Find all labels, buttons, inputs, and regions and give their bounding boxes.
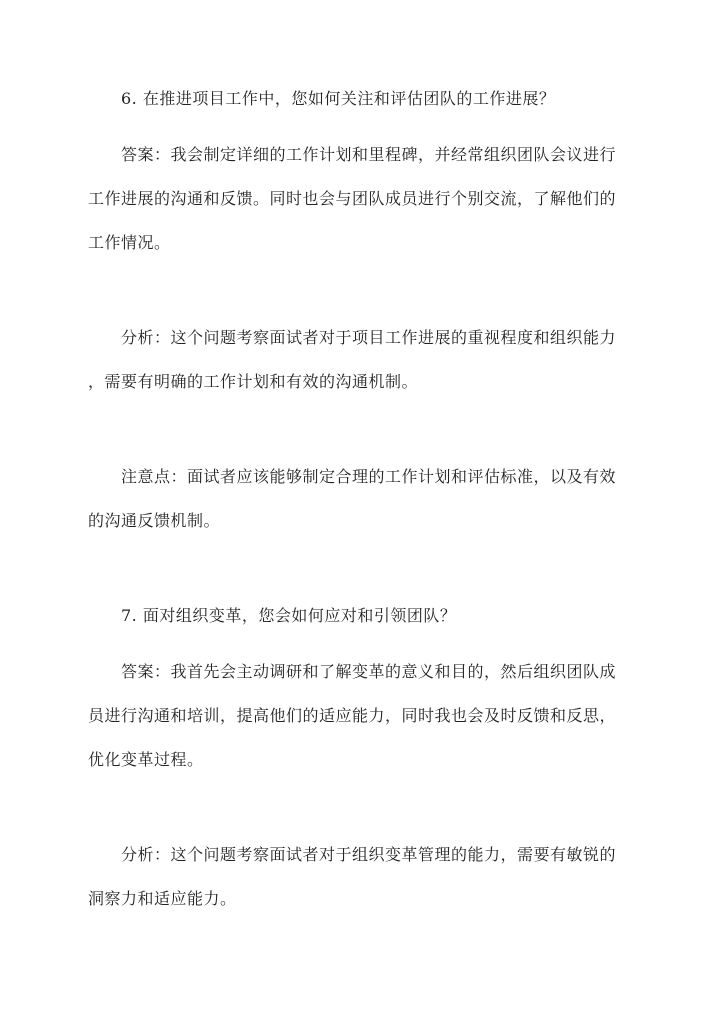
analysis-6-line-2: ，需要有明确的工作计划和有效的沟通机制。 (88, 372, 419, 391)
answer-6-line-2: 工作进展的沟通和反馈。同时也会与团队成员进行个别交流，了解他们的 (88, 189, 617, 208)
analysis-7-line-1: 分析：这个问题考察面试者对于组织变革管理的能力，需要有敏锐的 (121, 845, 617, 864)
answer-6-line-1: 答案：我会制定详细的工作计划和里程碑，并经常组织团队会议进行 (121, 145, 617, 164)
note-6-line-2: 的沟通反馈机制。 (88, 511, 221, 530)
question-7: 7. 面对组织变革，您会如何应对和引领团队？ (121, 606, 457, 625)
analysis-7-line-2: 洞察力和适应能力。 (88, 889, 237, 908)
question-6: 6. 在推进项目工作中，您如何关注和评估团队的工作进展？ (121, 89, 556, 108)
answer-7-line-2: 员进行沟通和培训，提高他们的适应能力，同时我也会及时反馈和反思， (88, 706, 617, 725)
analysis-6-line-1: 分析：这个问题考察面试者对于项目工作进展的重视程度和组织能力 (121, 328, 617, 347)
answer-7-line-3: 优化变革过程。 (88, 750, 204, 769)
answer-6-line-3: 工作情况。 (88, 233, 171, 252)
note-6-line-1: 注意点：面试者应该能够制定合理的工作计划和评估标准，以及有效 (121, 467, 617, 486)
answer-7-line-1: 答案：我首先会主动调研和了解变革的意义和目的，然后组织团队成 (121, 662, 617, 681)
